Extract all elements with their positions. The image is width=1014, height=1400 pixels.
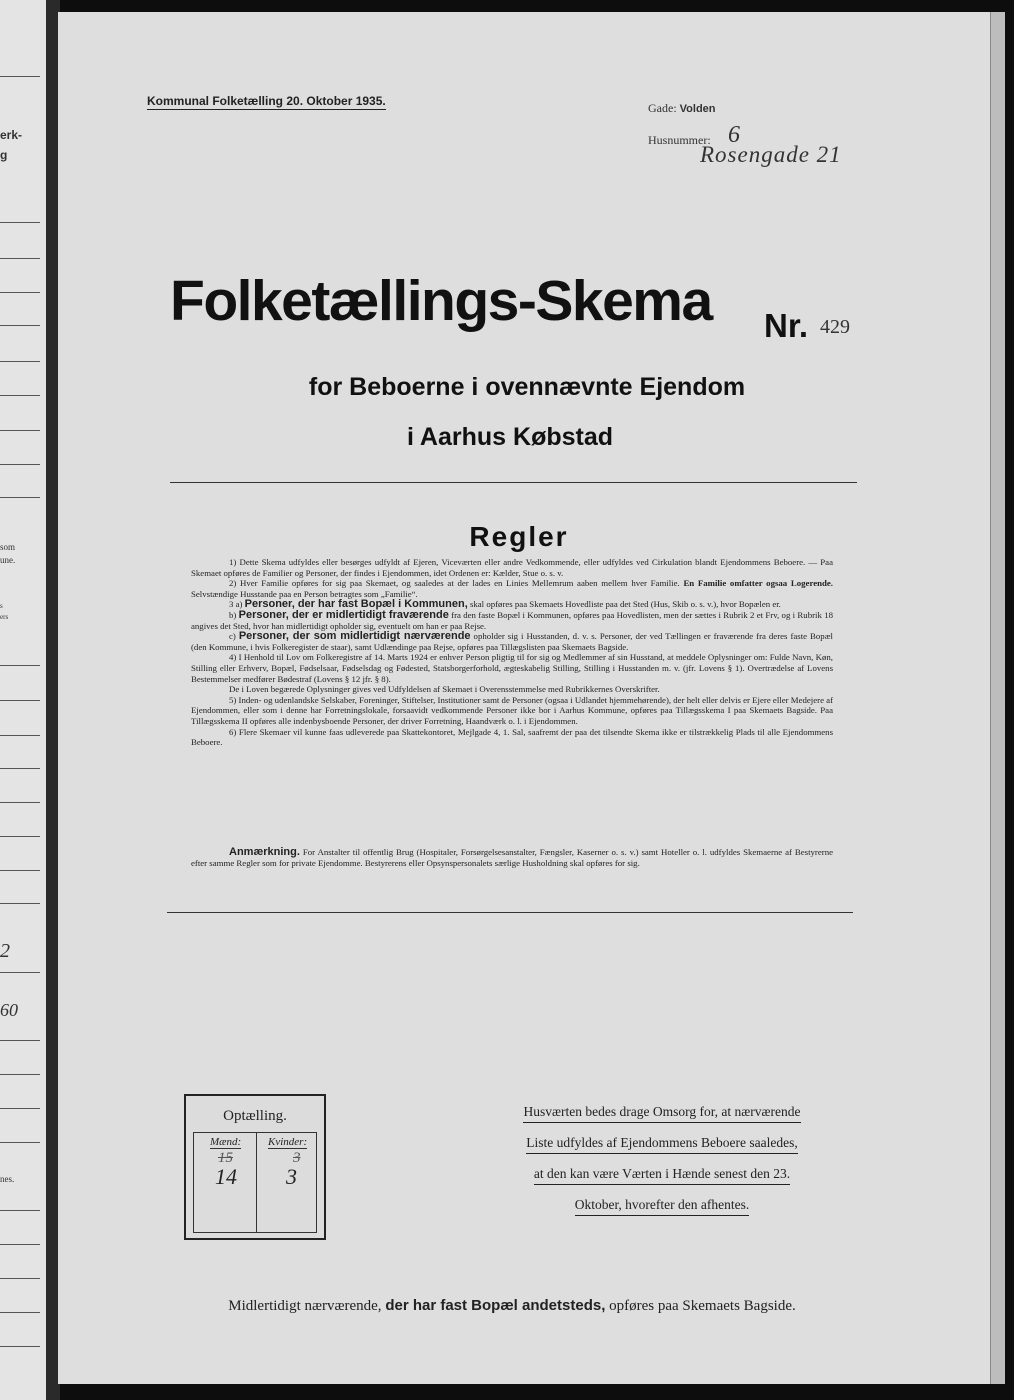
- rule-3c: [191, 631, 833, 652]
- women-count: 3: [286, 1164, 297, 1189]
- form-number-value: 429: [820, 316, 850, 338]
- form-title: Folketællings-Skema: [170, 269, 712, 333]
- left-page-fragment: g: [0, 148, 8, 162]
- rule-2: [191, 578, 833, 599]
- rule-2-text-end: Selvstændige Husstande paa en Person betragtes som „Familie“.: [191, 588, 418, 599]
- note-label: Anmærkning.: [229, 846, 300, 858]
- ruled-line: [0, 735, 40, 736]
- street-field: [648, 101, 716, 116]
- ruled-line: [0, 972, 40, 973]
- footer-bold: der har fast Bopæl andetsteds,: [385, 1297, 606, 1314]
- ruled-line: [0, 464, 40, 465]
- ruled-line: [0, 361, 40, 362]
- ruled-line: [0, 76, 40, 77]
- ruled-line: [0, 1278, 40, 1279]
- ruled-line: [0, 665, 40, 666]
- rule-3a-bold: Personer, der har fast Bopæl i Kommunen,: [244, 598, 468, 611]
- notice-line: Oktober, hvorefter den afhentes.: [575, 1197, 750, 1216]
- rule-1: 1) Dette Skema udfyldes eller besørges udfyldt af Ejeren, Viceværten eller andre Vedkommende, eller udfyldes ved Cirkulation blandt Ejendommens Beboere. — Paa Skemaet opføres de Familier og Personer, der findes i Ejendommen, idet Ordenen er: Kælder, Stue o. s. v.: [191, 557, 833, 578]
- rule-3c-num: c): [229, 631, 236, 642]
- women-count-struck: 3: [293, 1150, 301, 1166]
- ruled-line: [0, 1074, 40, 1075]
- rule-3c-text: opholder sig i Husstanden, d. v. s. Personer, der ved Tællingen er fraværende fra deres faste Bopæl (den Kommune, i hvis Folkeregister de staar), samt Udlændinge paa Rejse, opføres paa Tillægslisten paa Skemaets Bagside.: [191, 631, 834, 652]
- ruled-line: [0, 1040, 40, 1041]
- count-divider: [256, 1133, 257, 1232]
- ruled-line: [0, 1244, 40, 1245]
- street-value: Volden: [679, 103, 716, 115]
- handwritten-street: Rosengade 21: [700, 142, 842, 167]
- ruled-line: [0, 1210, 40, 1211]
- rule-3b-num: b): [229, 609, 237, 620]
- rule-3a-num: 3 a): [229, 599, 243, 610]
- form-number-label: Nr.: [764, 307, 809, 344]
- rule-3c-bold: Personer, der som midlertidigt nærværende: [238, 630, 471, 643]
- ruled-line: [0, 1142, 40, 1143]
- rule-3a-text: skal opføres paa Skemaets Hovedliste paa det Sted (Hus, Skib o. s. v.), hvor Bopælen er.: [469, 599, 781, 610]
- rule-3b-text: fra den faste Bopæl i Kommunen, opføres paa Hovedlisten, men der sættes i Rubrik 2 et Frv, og i Rubrik 18 angives det Sted, hvor han midlertidigt opholder sig, eventuelt om han er paa Rejse.: [191, 609, 833, 631]
- page-stack-edge: [990, 12, 1005, 1384]
- men-count: 14: [215, 1164, 237, 1189]
- left-page-fragment: som: [0, 542, 16, 552]
- rule-4: 4) I Henhold til Lov om Folkeregistre af 14. Marts 1924 er enhver Person pligtig til for sig og Medlemmer af sin Husstand, at meddele Oplysninger om: Fulde Navn, Køn, Stilling eller Erhverv, Bopæl, Fødselsaar, Fødselsdag og Fødested, Statsborgerforhold, ægteskabelig Stilling, Stilling i Husstanden m. v. (jfr. Lovens § 1). Overtrædelse af Lovens Bestemmelser medfører Bødestraf (Lovens § 12 jfr. § 8).: [191, 652, 833, 684]
- count-table: [193, 1132, 317, 1233]
- left-page-fragment: s: [0, 602, 3, 610]
- notice-line: at den kan være Værten i Hænde senest den 23.: [534, 1166, 790, 1185]
- rule-3b-bold: Personer, der er midlertidigt fraværende: [238, 608, 449, 621]
- divider: [167, 912, 853, 913]
- count-title: Optælling.: [223, 1108, 287, 1124]
- ruled-line: [0, 870, 40, 871]
- rules-heading: Regler: [469, 521, 569, 552]
- count-box: [184, 1094, 326, 1240]
- footer-post: opføres paa Skemaets Bagside.: [609, 1298, 796, 1314]
- notice-line: Liste udfyldes af Ejendommens Beboere saaledes,: [526, 1135, 797, 1154]
- divider: [170, 482, 857, 483]
- ruled-line: [0, 292, 40, 293]
- ruled-line: [0, 325, 40, 326]
- left-page-fragment: une.: [0, 555, 16, 565]
- left-page-fragment: ers: [0, 613, 9, 621]
- house-number-label: Husnummer:: [648, 133, 711, 147]
- ruled-line: [0, 497, 40, 498]
- ruled-line: [0, 222, 40, 223]
- left-page-edge: [0, 0, 46, 1400]
- ruled-line: [0, 258, 40, 259]
- landlord-notice: [492, 1104, 832, 1228]
- note-block: [191, 847, 833, 868]
- left-page-fragment: erk-: [0, 128, 23, 142]
- street-label: Gade:: [648, 101, 677, 115]
- house-number-value: 6: [728, 122, 740, 148]
- rule-3b: [191, 610, 833, 631]
- men-count-struck: 15: [218, 1150, 233, 1166]
- footer-note: [0, 1297, 1014, 1315]
- men-label: Mænd:: [210, 1136, 242, 1148]
- note-text: For Anstalter til offentlig Brug (Hospitaler, Forsørgelsesanstalter, Fængsler, Kaserner o. s. v.) samt Hoteller o. l. udfyldes Skemaerne af Bestyrerne efter samme Regler som for private Ejendomme. Bestyrerens eller Opsynspersonalets særlige Husholdning skal opføres for sig.: [191, 847, 833, 868]
- form-subtitle-city: i Aarhus Købstad: [406, 423, 614, 451]
- footer-pre: Midlertidigt nærværende,: [228, 1298, 382, 1314]
- form-subtitle: for Beboerne i ovennævnte Ejendom: [308, 373, 746, 401]
- rule-5: 5) Inden- og udenlandske Selskaber, Foreninger, Stiftelser, Institutioner samt de Personer (ogsaa i Udlandet hjemmehørende), der helt eller delvis er Ejere eller Medejere af Ejendommen, eller som i denne har Forretningslokale, forsaavidt vedkommende Personer ikke bor i Aarhus Kommune, opføres paa Tillægsskema I paa Skemaets Bagside. Paa Tillægsskema II opføres alle indenbysboende Personer, der driver Forretning, Haandværk o. l. i Ejendommen.: [191, 694, 834, 726]
- ruled-line: [0, 802, 40, 803]
- ruled-line: [0, 1108, 40, 1109]
- left-page-fragment: nes.: [0, 1174, 15, 1184]
- notice-line: Husværten bedes drage Omsorg for, at nærværende: [523, 1104, 800, 1123]
- ruled-line: [0, 768, 40, 769]
- ruled-line: [0, 1346, 40, 1347]
- ruled-line: [0, 903, 40, 904]
- left-page-fragment: 60: [0, 1000, 18, 1020]
- rule-2-bold: En Familie omfatter ogsaa Logerende.: [683, 578, 833, 589]
- ruled-line: [0, 836, 40, 837]
- left-page-fragment: 2: [0, 940, 10, 962]
- rule-2-text: 2) Hver Familie opføres for sig paa Skemaet, og saaledes at der lades en Linies Mellemrum aaben mellem hver Familie.: [229, 578, 680, 589]
- rule-6: 6) Flere Skemaer vil kunne faas udleverede paa Skattekontoret, Mejlgade 4, 1. Sal, saafremt der paa det tilsendte Skema ikke er tilstrækkelig Plads til alle Ejendommens Beboere.: [191, 726, 833, 748]
- rules-body: [191, 557, 833, 748]
- census-date-header: Kommunal Folketælling 20. Oktober 1935.: [147, 94, 386, 108]
- ruled-line: [0, 700, 40, 701]
- rule-4b: De i Loven begærede Oplysninger gives ved Udfyldelsen af Skemaet i Overensstemmelse med Rubrikkernes Overskrifter.: [229, 684, 660, 695]
- women-label: Kvinder:: [268, 1136, 308, 1148]
